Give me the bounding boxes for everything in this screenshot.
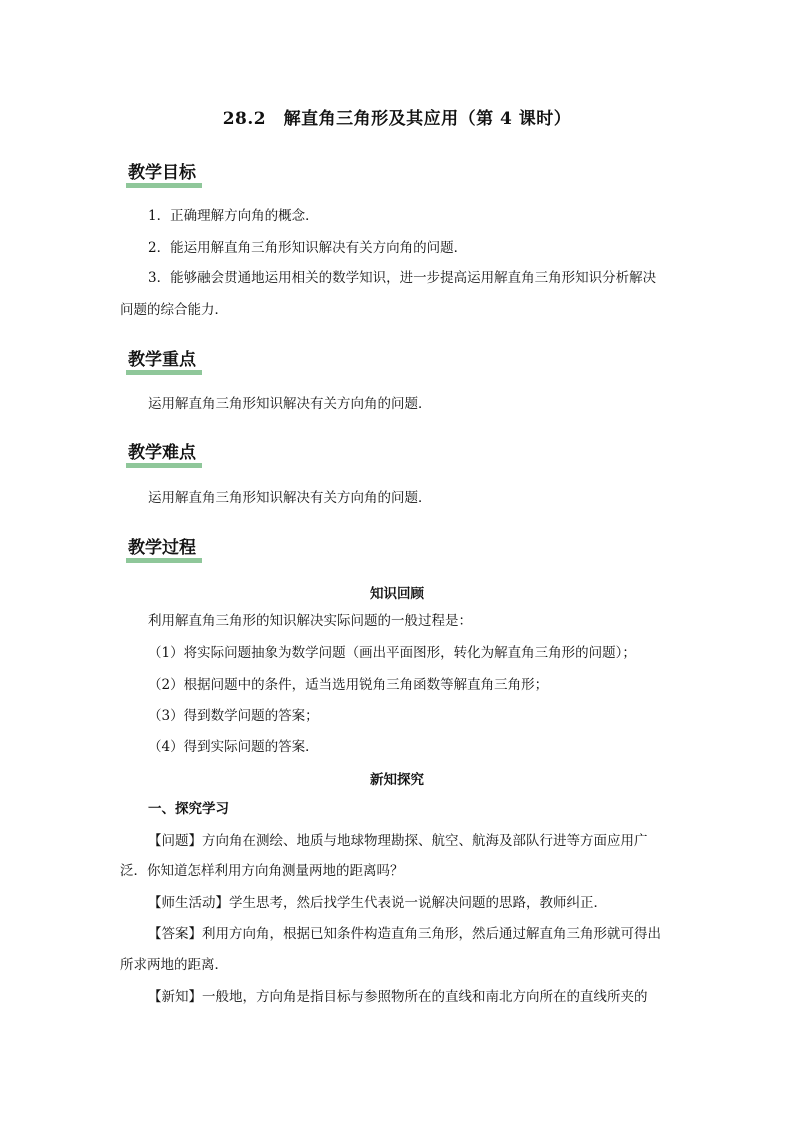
objective-item-1: 1．正确理解方向角的概念． [148,208,319,224]
heading-underline [126,370,202,375]
section-heading-objectives [124,162,200,186]
section-heading-process [124,537,200,561]
answer-text-1: 利用方向角，根据已知条件构造直角三角形，然后通过解直角三角形就可得出 [202,926,661,942]
newknow-line-1 [148,987,648,1007]
activity-text: 学生思考，然后找学生代表说一说解决问题的思路，教师纠正． [229,895,607,911]
sub-heading-explore: 一、探究学习 [148,801,229,817]
heading-underline [126,463,202,468]
heading-underline [126,183,202,188]
heading-text: 教学目标 [128,163,196,183]
newknow-text-1: 一般地，方向角是指目标与参照物所在的直线和南北方向所在的直线所夹的 [202,989,648,1005]
difficulties-text: 运用解直角三角形知识解决有关方向角的问题． [148,490,432,506]
objective-item-3-cont: 问题的综合能力． [120,302,228,318]
key-points-text: 运用解直角三角形知识解决有关方向角的问题． [148,396,432,412]
question-line-1 [148,831,648,851]
question-text-1: 方向角在测绘、地质与地球物理勘探、航空、航海及部队行进等方面应用广 [202,833,648,849]
review-title: 知识回顾 [370,586,424,602]
answer-tag: 【答案】 [148,926,202,942]
heading-underline [126,558,202,563]
heading-text: 教学难点 [128,443,196,463]
review-intro: 利用解直角三角形的知识解决实际问题的一般过程是： [148,613,472,629]
review-step-1: （1）将实际问题抽象为数学问题（画出平面图形，转化为解直角三角形的问题）； [148,645,636,661]
answer-line-2: 所求两地的距离． [120,957,228,973]
activity-line [148,893,607,913]
heading-text: 教学重点 [128,350,196,370]
review-step-2: （2）根据问题中的条件，适当选用锐角三角函数等解直角三角形； [148,677,549,693]
question-line-2: 泛．你知道怎样利用方向角测量两地的距离吗？ [120,863,404,879]
answer-line-1 [148,924,661,944]
review-step-4: （4）得到实际问题的答案． [148,739,319,755]
review-step-3: （3）得到数学问题的答案； [148,708,319,724]
newknow-tag: 【新知】 [148,989,202,1005]
objective-item-3: 3．能够融会贯通地运用相关的数学知识，进一步提高运用解直角三角形知识分析解决 [148,270,657,286]
heading-text: 教学过程 [128,538,196,558]
section-heading-key-points [124,349,200,373]
objective-item-2: 2．能运用解直角三角形知识解决有关方向角的问题． [148,240,468,256]
section-heading-difficulties [124,442,200,466]
new-knowledge-title: 新知探究 [370,772,424,788]
question-tag: 【问题】 [148,833,202,849]
activity-tag: 【师生活动】 [148,895,229,911]
page-title: 28.2 解直角三角形及其应用（第 4 课时） [222,109,572,129]
